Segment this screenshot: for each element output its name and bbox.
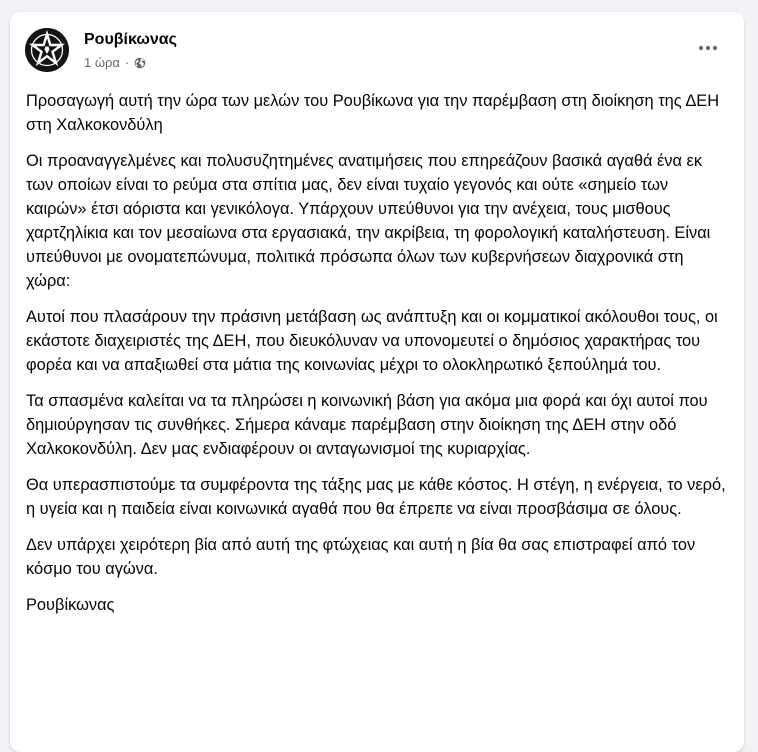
post-meta xyxy=(84,55,146,70)
globe-icon[interactable] xyxy=(134,57,146,69)
post-paragraph: Προσαγωγή αυτή την ώρα των μελών του Ρουβίκωνα για την παρέμβαση στη διοίκηση της ΔΕΗ στη Χαλκοκονδύλη xyxy=(26,92,720,134)
page-name-link[interactable]: Ρουβίκωνας xyxy=(84,31,177,48)
more-options-button[interactable] xyxy=(690,38,726,58)
post-paragraph: Θα υπερασπιστούμε τα συμφέροντα της τάξης μας με κάθε κόστος. Η στέγη, η ενέργεια, το νερό, η υγεία και η παιδεία είναι κοινωνικά αγαθά που θα έπρεπε να είναι προσβάσιμα σε όλους. xyxy=(26,476,726,518)
post-card xyxy=(10,12,744,752)
post-paragraph: Δεν υπάρχει χειρότερη βία από αυτή της φτώχειας και αυτή η βία θα σας επιστραφεί από τον κόσμο του αγώνα. xyxy=(26,536,696,578)
post-header xyxy=(10,12,744,82)
post-paragraph: Οι προαναγγελμένες και πολυσυζητημένες ανατιμήσεις που επηρεάζουν βασικά αγαθά ένα εκ των οποίων είναι το ρεύμα στα σπίτια μας, δεν είναι τυχαίο γεγονός και ούτε «σημείο των καιρών» έτσι αόριστα και γενικόλογα. Υπάρχουν υπεύθυνοι για την ανέχεια, τους μισθους χαρτζηλίκια και τον μεσαίωνα στα εργασιακά, την ακρίβεια, τη φορολογική καταλήστευση. Είναι υπεύθυνοι με ονοματεπώνυμα, πολιτικά πρόσωπα όλων των κυβερνήσεων διαχρονικά στη χώρα: xyxy=(26,152,711,290)
more-horizontal-icon xyxy=(698,45,718,51)
post-timestamp[interactable]: 1 ώρα xyxy=(84,55,120,70)
post-signature: Ρουβίκωνας xyxy=(26,596,115,614)
post-paragraph: Αυτοί που πλασάρουν την πράσινη μετάβαση ως ανάπτυξη και οι κομματικοί ακόλουθοι τους, οι εκάστοτε διαχειριστές της ΔΕΗ, που διευκόλυναν να υπονομευτεί ο δημόσιος χαρακτήρας του φορέα και να απαξιωθεί στα μάτια της κοινωνίας μέχρι το ολοκληρωτικό ξεπούλημά του. xyxy=(26,308,718,374)
post-body-text xyxy=(26,89,726,629)
meta-separator: · xyxy=(124,55,130,70)
star-logo-icon xyxy=(25,28,69,72)
avatar[interactable] xyxy=(25,28,69,72)
post-paragraph: Τα σπασμένα καλείται να τα πληρώσει η κοινωνική βάση για ακόμα μια φορά και όχι αυτοί που δημιούργησαν τις συνθήκες. Σήμερα κάναμε παρέμβαση στην διοίκηση της ΔΕΗ στην οδό Χαλκοκονδύλη. Δεν μας ενδιαφέρουν οι ανταγωνισμοί της κυριαρχίας. xyxy=(26,392,708,458)
